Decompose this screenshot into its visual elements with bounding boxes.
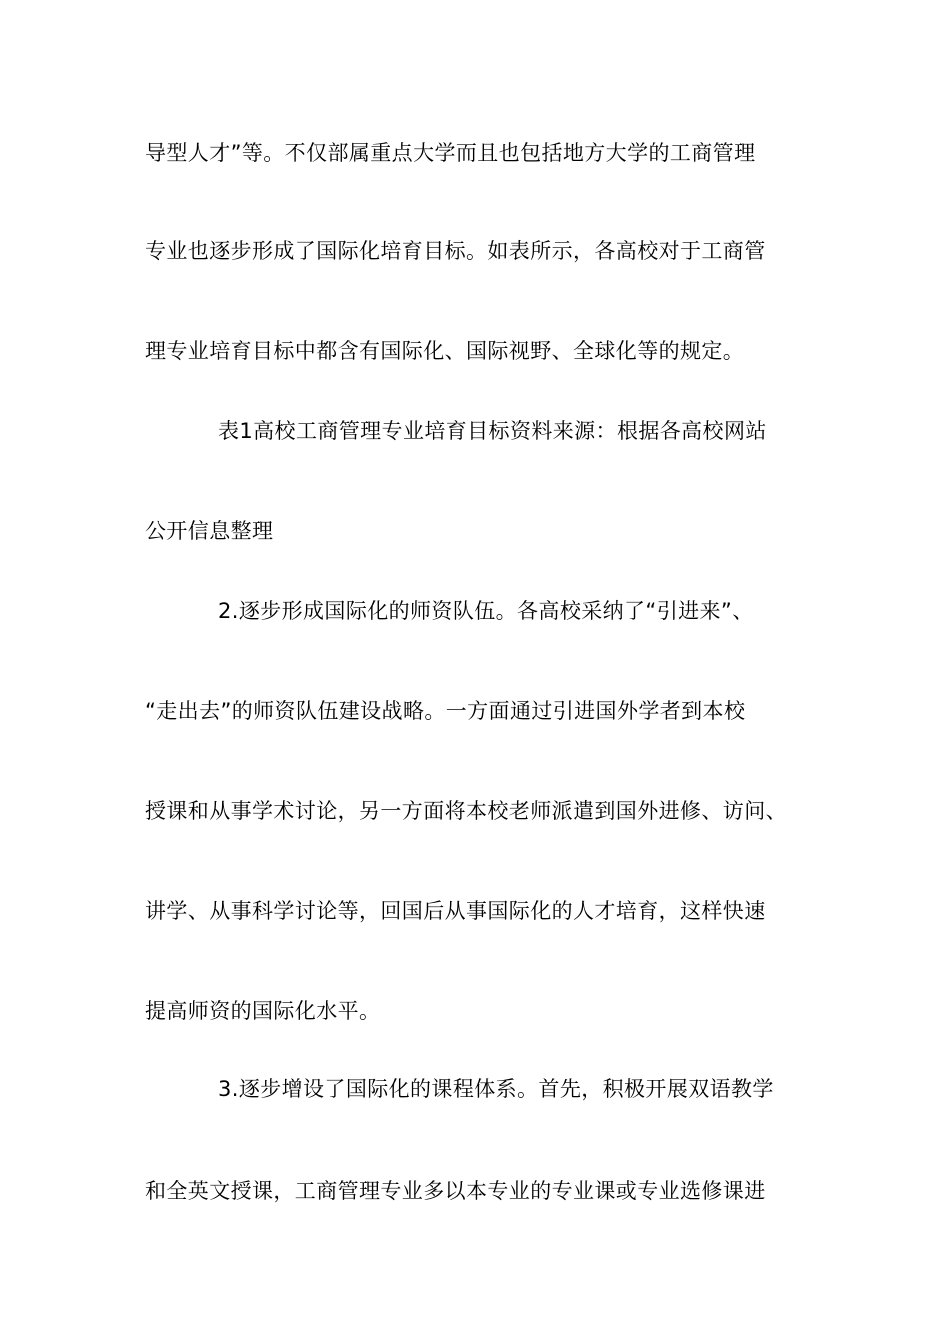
paragraph-line: 2.逐步形成国际化的师资队伍。各高校采纳了“引进来”、 <box>218 599 754 623</box>
paragraph-line: 理专业培育目标中都含有国际化、国际视野、全球化等的规定。 <box>145 339 745 363</box>
paragraph-line: 3.逐步增设了国际化的课程体系。首先，积极开展双语教学 <box>218 1077 774 1101</box>
table-caption-line: 公开信息整理 <box>145 519 274 543</box>
paragraph-line: 授课和从事学术讨论，另一方面将本校老师派遣到国外进修、访问、 <box>145 799 787 823</box>
paragraph-line: 导型人才”等。不仅部属重点大学而且也包括地方大学的工商管理 <box>145 141 756 165</box>
paragraph-line: 专业也逐步形成了国际化培育目标。如表所示，各高校对于工商管 <box>145 239 766 263</box>
paragraph-line: 和全英文授课，工商管理专业多以本专业的专业课或专业选修课进 <box>145 1179 766 1203</box>
paragraph-line: 讲学、从事科学讨论等，回国后从事国际化的人才培育，这样快速 <box>145 899 766 923</box>
table-caption-line: 表1高校工商管理专业培育目标资料来源：根据各高校网站 <box>218 419 767 443</box>
paragraph-line: “走出去”的师资队伍建设战略。一方面通过引进国外学者到本校 <box>145 699 746 723</box>
paragraph-line: 提高师资的国际化水平。 <box>145 999 381 1023</box>
